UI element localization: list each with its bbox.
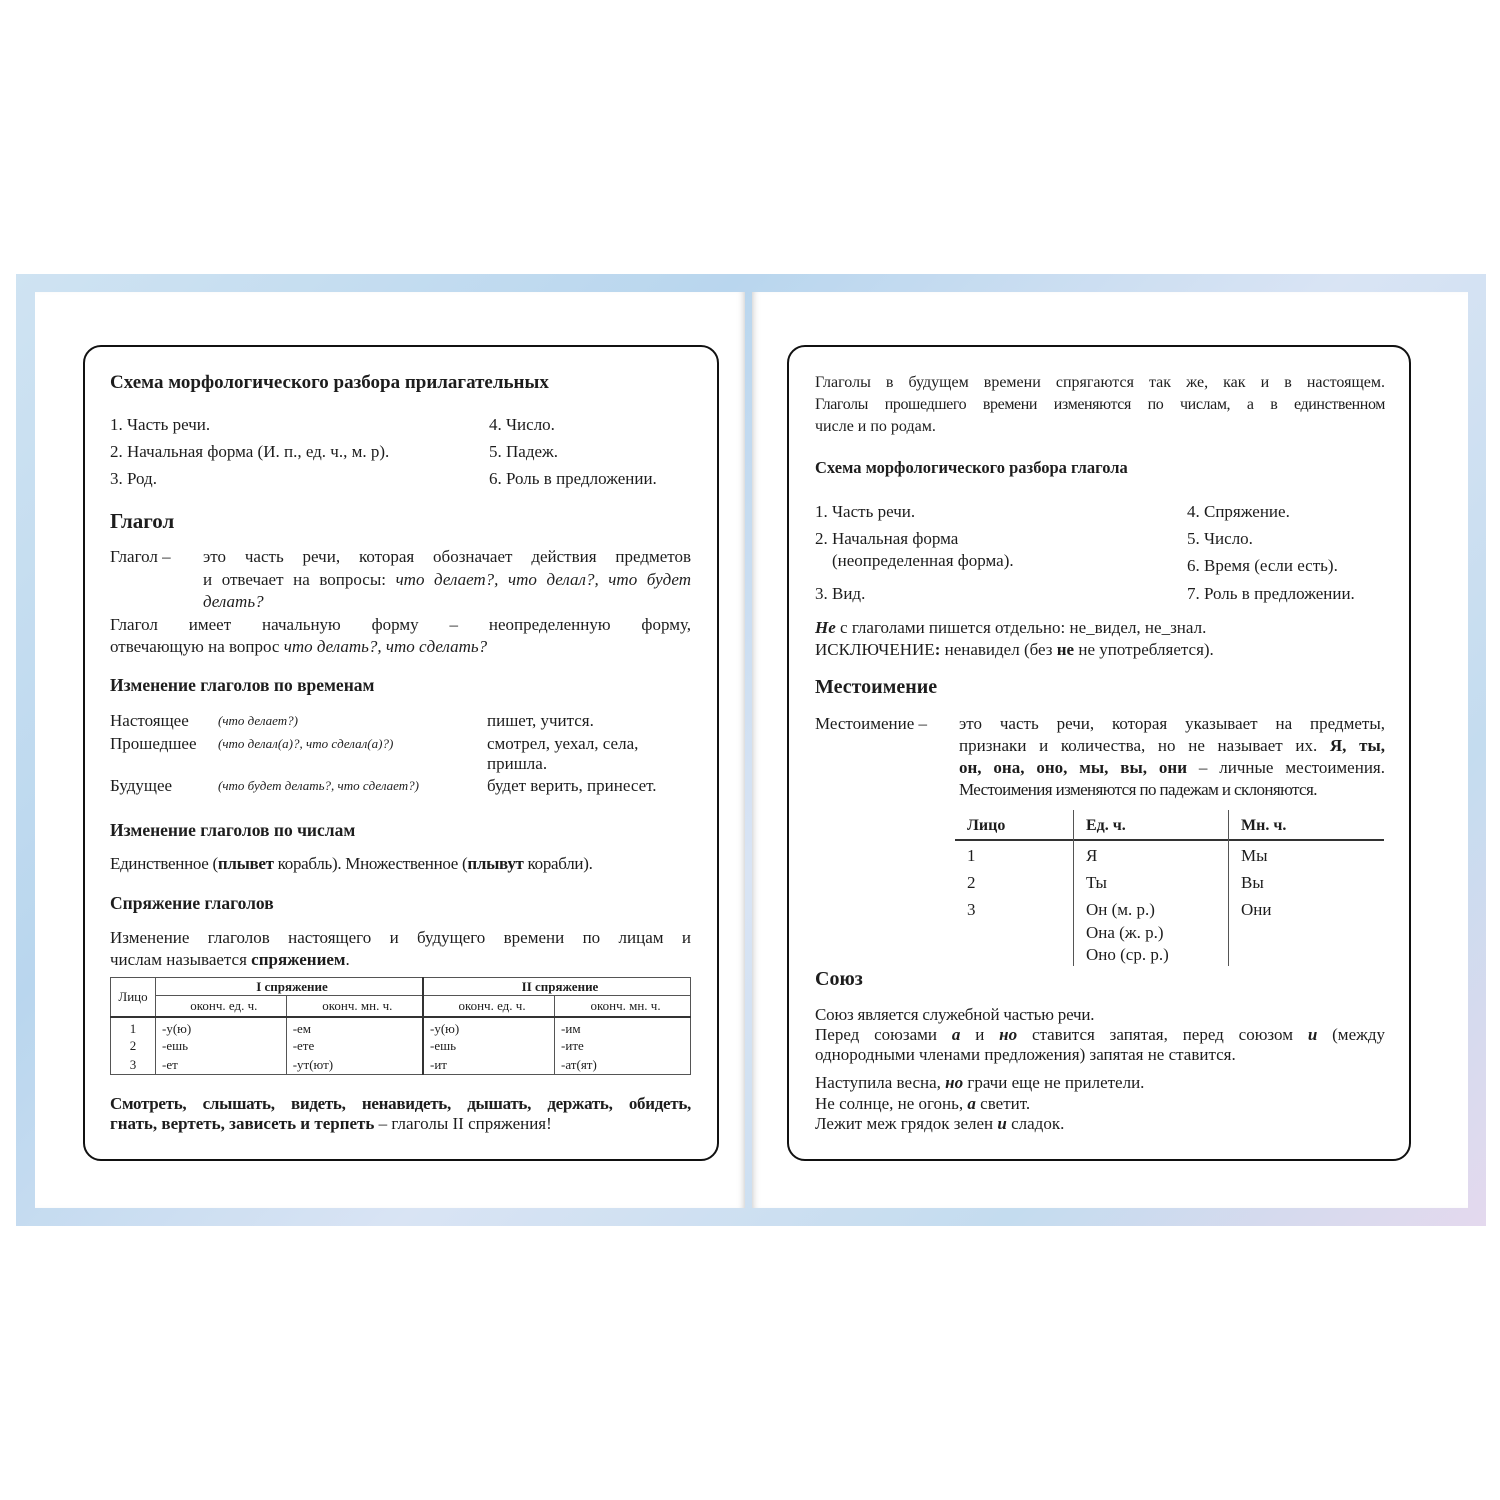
intro-line: Глаголы прошедшего времени изменяются по числам, а в единственном [815,396,1385,413]
table-row [111,1017,691,1037]
cell: Ты [1086,873,1107,892]
conjugation-heading: Спряжение глаголов [110,893,274,913]
cell: 2 [967,873,976,892]
verb-scheme-heading: Схема морфологического разбора глагола [815,458,1128,477]
exceptions-text: гнать, вертеть, зависеть и терпеть – глаголы II спряжения! [110,1114,552,1133]
cell: 3 [111,1056,156,1075]
cell: -ат(ят) [555,1056,691,1075]
verb-def-line: это часть речи, которая обозначает действия предметов [203,547,691,566]
list-item: 3. Вид. [815,584,866,603]
tense-examples: пишет, учится. [487,711,594,730]
verb-form-line: Глагол имеет начальную форму – неопределенную форму, [110,615,691,634]
tense-name: Настоящее [110,711,189,730]
cell: -ет [156,1056,287,1075]
pronoun-def-line: Местоимения изменяются по падежам и склоняются. [959,780,1317,799]
example-line: Лежит меж грядок зелен и сладок. [815,1114,1065,1133]
exception-rule: ИСКЛЮЧЕНИЕ: ненавидел (без не не употребляется). [815,640,1214,659]
header-cell: оконч. мн. ч. [555,996,691,1017]
header-cell: Ед. ч. [1086,817,1126,834]
table-divider [1073,810,1074,966]
adjective-scheme-title: Схема морфологического разбора прилагательных [110,372,549,393]
tenses-heading: Изменение глаголов по временам [110,675,375,695]
tense-examples: будет верить, принесет. [487,776,657,795]
cell: 3 [967,900,976,919]
cell: Он (м. р.) [1086,900,1155,919]
list-item: 1. Часть речи. [815,502,916,521]
cell: Они [1241,900,1272,919]
cell: -ете [286,1037,423,1056]
list-item: 7. Роль в предложении. [1187,584,1355,603]
intro-line: числе и по родам. [815,418,936,435]
cell: -ешь [423,1037,555,1056]
conjugation-table [110,977,691,1075]
header-cell: оконч. ед. ч. [423,996,555,1017]
conjunction-text: Перед союзами а и но ставится запятая, перед союзом и (между [815,1025,1386,1044]
tense-question: (что делает?) [218,713,298,728]
list-item: 3. Род. [110,469,157,488]
list-item: (неопределенная форма). [832,551,1014,570]
verb-heading: Глагол [110,509,175,533]
cell: -ем [286,1017,423,1037]
cell: -у(ю) [423,1017,555,1037]
header-cell: I спряжение [156,978,423,996]
table-row [111,1056,691,1075]
list-item: 1. Часть речи. [110,415,211,434]
conjugation-text: числам называется спряжением. [110,950,350,969]
table-divider [1228,810,1229,966]
pronoun-def-label: Местоимение – [815,714,928,733]
cell: Вы [1241,873,1264,892]
pronoun-def-line: он, она, оно, мы, вы, они – личные местоимения. [959,758,1385,777]
list-item: 4. Спряжение. [1187,502,1290,521]
exceptions-text: Смотреть, слышать, видеть, ненавидеть, дышать, держать, обидеть, [110,1094,691,1113]
pronoun-def-line: признаки и количества, но не называет их. Я, ты, [959,736,1385,755]
list-item: 6. Роль в предложении. [489,469,657,488]
cell: -ут(ют) [286,1056,423,1075]
cell: Мы [1241,846,1268,865]
list-item: 5. Число. [1187,529,1253,548]
table-divider [955,839,1384,841]
tense-examples: смотрел, уехал, села, [487,734,639,753]
header-cell: Лицо [111,978,156,1017]
cell: -им [555,1017,691,1037]
cell: 2 [111,1037,156,1056]
cell: Я [1086,846,1098,865]
conjunction-text: Союз является служебной частью речи. [815,1005,1095,1024]
cell: -ите [555,1037,691,1056]
cell: 1 [967,846,976,865]
list-item: 2. Начальная форма [815,529,959,548]
header-cell: II спряжение [423,978,691,996]
tense-name: Будущее [110,776,173,795]
header-cell: оконч. мн. ч. [286,996,423,1017]
table-row [111,1037,691,1056]
header-cell: оконч. ед. ч. [156,996,287,1017]
verb-def-line: делать? [203,592,264,611]
list-item: 6. Время (если есть). [1187,556,1338,575]
list-item: 4. Число. [489,415,555,434]
numbers-text: Единственное (плывет корабль). Множественное (плывут корабли). [110,854,593,873]
cell: -у(ю) [156,1017,287,1037]
cell: -ешь [156,1037,287,1056]
cell: Оно (ср. р.) [1086,945,1169,964]
pronoun-def-line: это часть речи, которая указывает на предметы, [959,714,1385,733]
example-line: Не солнце, не огонь, а светит. [815,1094,1031,1113]
ne-rule: Не с глаголами пишется отдельно: не_видел, не_знал. [815,618,1207,637]
conjunction-text: однородными членами предложения) запятая не ставится. [815,1045,1236,1064]
numbers-heading: Изменение глаголов по числам [110,820,356,840]
tense-name: Прошедшее [110,734,197,753]
tense-examples: пришла. [487,754,548,773]
cell: 1 [111,1017,156,1037]
list-item: 2. Начальная форма (И. п., ед. ч., м. р). [110,442,390,461]
verb-def-label: Глагол – [110,547,171,566]
header-cell: Мн. ч. [1241,817,1287,834]
intro-line: Глаголы в будущем времени спрягаются так же, как и в настоящем. [815,374,1385,391]
tense-question: (что делал(а)?, что сделал(а)?) [218,736,394,751]
cell: Она (ж. р.) [1086,923,1164,942]
cell: -ит [423,1056,555,1075]
tense-question: (что будет делать?, что сделает?) [218,778,419,793]
example-line: Наступила весна, но грачи еще не прилетели. [815,1073,1145,1092]
verb-def-line: и отвечает на вопросы: что делает?, что делал?, что будет [203,570,692,589]
verb-form-line: отвечающую на вопрос что делать?, что сделать? [110,637,488,656]
conjunction-heading: Союз [815,968,863,990]
list-item: 5. Падеж. [489,442,559,461]
header-cell: Лицо [967,817,1006,834]
pronoun-heading: Местоимение [815,676,938,698]
conjugation-text: Изменение глаголов настоящего и будущего времени по лицам и [110,928,691,947]
